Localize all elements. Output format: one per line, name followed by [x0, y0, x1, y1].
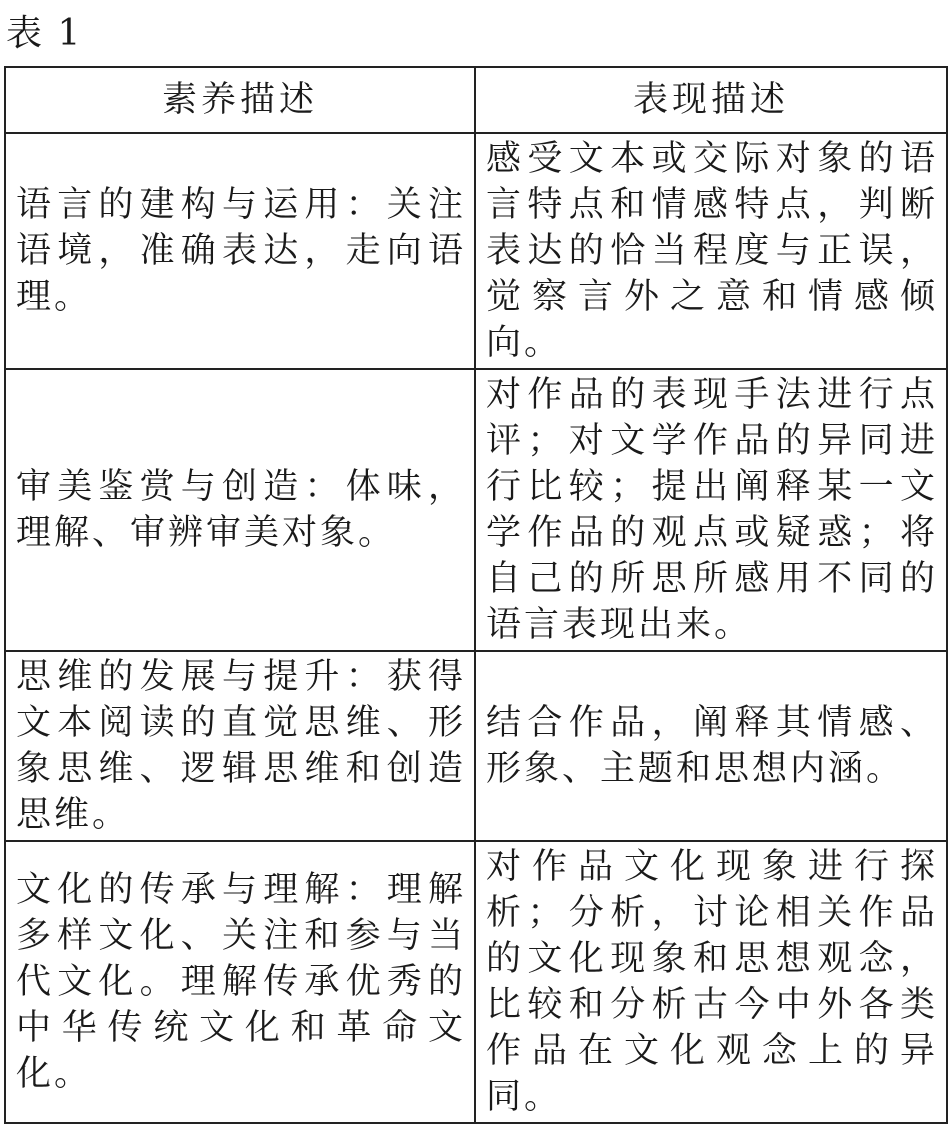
performance-cell: 结合作品，阐释其情感、形象、主题和思想内涵。 — [475, 651, 947, 841]
table-header-row — [5, 67, 947, 133]
literacy-cell: 审美鉴赏与创造：体味，理解、审辨审美对象。 — [5, 369, 475, 651]
literacy-cell: 文化的传承与理解：理解多样文化、关注和参与当代文化。理解传承优秀的中华传统文化和革命文化。 — [5, 841, 475, 1123]
table-row — [5, 369, 947, 651]
table-row — [5, 841, 947, 1123]
header-performance-description: 表现描述 — [475, 67, 947, 133]
header-literacy-description: 素养描述 — [5, 67, 475, 133]
table-row — [5, 651, 947, 841]
table-caption: 表 1 — [6, 13, 83, 54]
literacy-cell: 语言的建构与运用：关注语境，准确表达，走向语理。 — [5, 133, 475, 369]
literacy-performance-table — [4, 66, 948, 1124]
table-row — [5, 133, 947, 369]
performance-cell: 感受文本或交际对象的语言特点和情感特点，判断表达的恰当程度与正误，觉察言外之意和情感倾向。 — [475, 133, 947, 369]
performance-cell: 对作品文化现象进行探析；分析，讨论相关作品的文化现象和思想观念，比较和分析古今中外各类作品在文化观念上的异同。 — [475, 841, 947, 1123]
performance-cell: 对作品的表现手法进行点评；对文学作品的异同进行比较；提出阐释某一文学作品的观点或疑惑；将自己的所思所感用不同的语言表现出来。 — [475, 369, 947, 651]
literacy-cell: 思维的发展与提升：获得文本阅读的直觉思维、形象思维、逻辑思维和创造思维。 — [5, 651, 475, 841]
